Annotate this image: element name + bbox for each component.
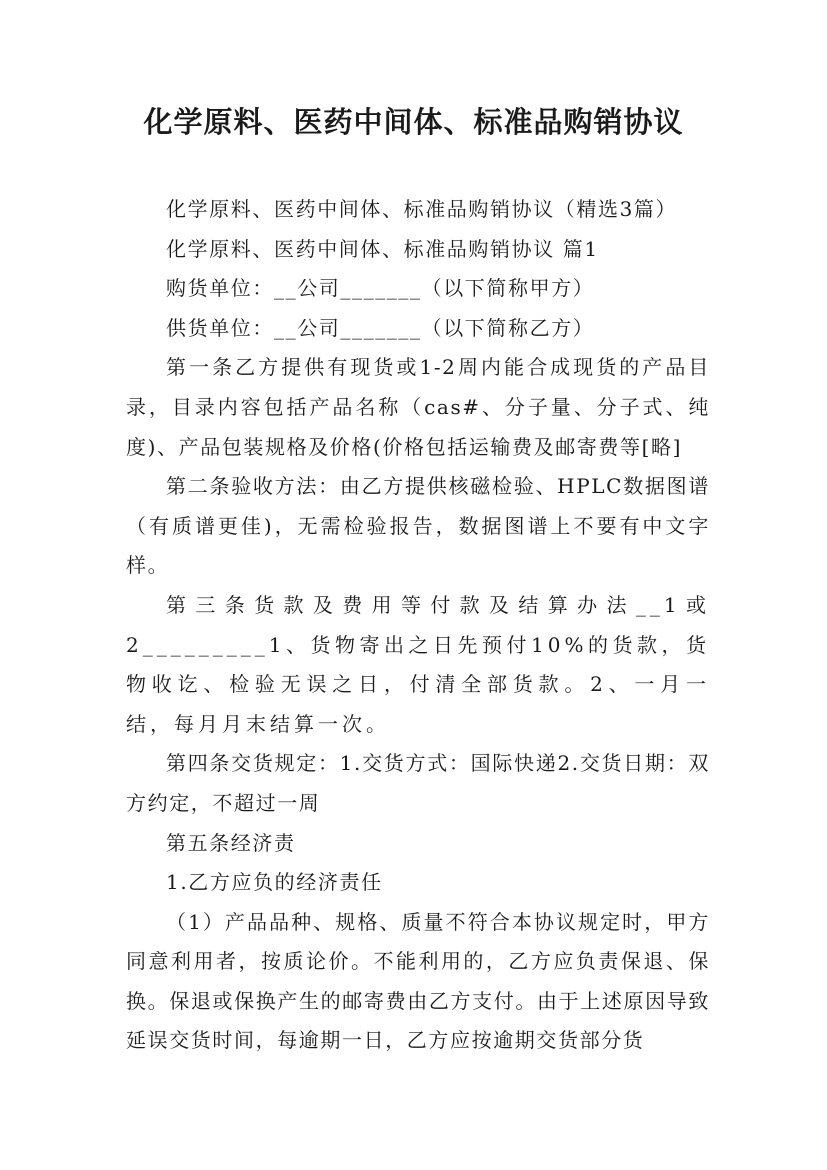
paragraph-subtitle: 化学原料、医药中间体、标准品购销协议（精选3篇）: [166, 197, 678, 221]
document-body: [126, 190, 710, 1061]
paragraph-liability-heading: 1.乙方应负的经济责任: [166, 870, 383, 895]
paragraph-liability-1: （1）产品品种、规格、质量不符合本协议规定时，甲方同意利用者，按质论价。不能利用的，乙方应负责保退、保换。保退或保换产生的邮寄费由乙方支付。由于上述原因导致延误交货时间，每逾期一日，乙方应按逾期交货部分货: [126, 909, 710, 1053]
paragraph-article-3: 第三条货款及费用等付款及结算办法__1或2_________1、货物寄出之日先预付10%的货款，货物收讫、检验无误之日，付清全部货款。2、一月一结，每月月末结算一次。: [126, 592, 710, 736]
paragraph-article-4: 第四条交货规定：1.交货方式：国际快递2.交货日期：双方约定，不超过一周: [126, 751, 710, 815]
paragraph-buyer: 购货单位：__公司_______（以下简称甲方）: [166, 276, 595, 301]
paragraph-section-heading: 化学原料、医药中间体、标准品购销协议 篇1: [166, 236, 599, 261]
document-title: 化学原料、医药中间体、标准品购销协议: [143, 105, 684, 139]
paragraph-article-5: 第五条经济责: [166, 830, 296, 855]
paragraph-article-1: 第一条乙方提供有现货或1-2周内能合成现货的产品目录，目录内容包括产品名称（cas#、分子量、分子式、纯度)、产品包装规格及价格(价格包括运输费及邮寄费等[略]: [126, 355, 710, 459]
paragraph-article-2: 第二条验收方法：由乙方提供核磁检验、HPLC数据图谱（有质谱更佳)，无需检验报告，数据图谱上不要有中文字样。: [126, 474, 710, 578]
paragraph-supplier: 供货单位：__公司_______（以下简称乙方）: [166, 315, 595, 340]
